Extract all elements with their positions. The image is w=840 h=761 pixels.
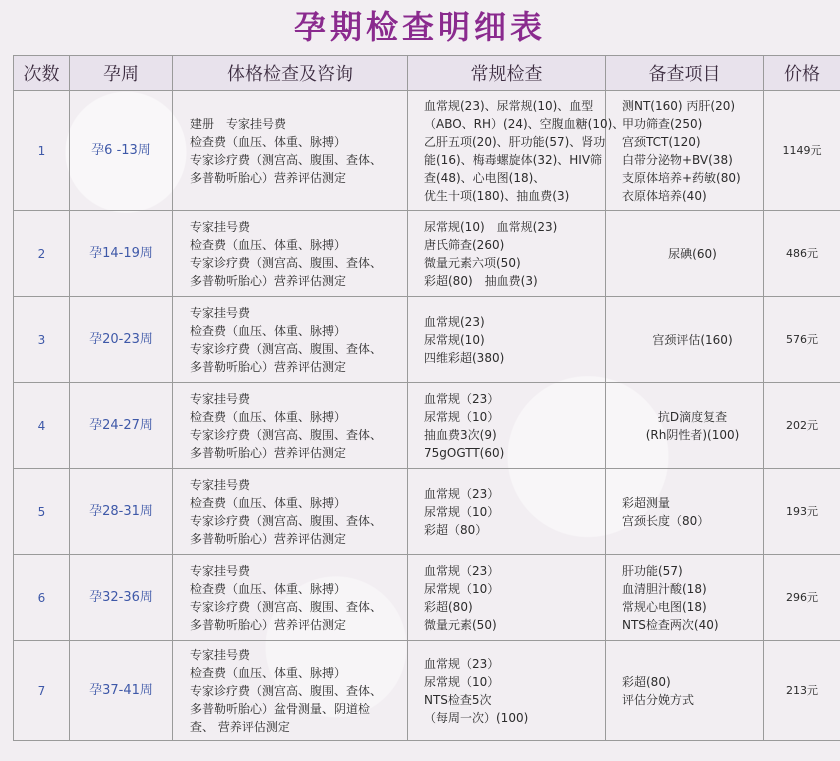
consult-items-line: 专家挂号费 <box>190 563 251 578</box>
routine-items-line: 尿常规（10） <box>424 409 500 424</box>
header-visit: 次数 <box>14 56 70 91</box>
consult-items-line: 检查费（血压、体重、脉搏） <box>190 581 347 596</box>
header-row <box>14 56 840 91</box>
consult-items-line: 多普勒听胎心）盆骨测量、阴道检 <box>190 701 371 716</box>
consult-items-line: 建册 专家挂号费 <box>190 116 287 131</box>
consult-items-line: 专家诊疗费（测宫高、腹围、查体、 <box>190 255 383 270</box>
consult-items-line: 专家挂号费 <box>190 391 251 406</box>
gestation-week: 孕24-27周 <box>70 383 173 469</box>
table-row <box>14 91 840 211</box>
consult-items-line: 专家挂号费 <box>190 647 251 662</box>
optional-items-line: 常规心电图(18) <box>622 599 707 614</box>
consult-items-line: 专家诊疗费（测宫高、腹围、查体、 <box>190 513 383 528</box>
table-row <box>14 297 840 383</box>
routine-items-line: 血常规（23） <box>424 656 500 671</box>
routine-items <box>408 555 606 641</box>
consult-items-line: 检查费（血压、体重、脉搏） <box>190 409 347 424</box>
table-row <box>14 469 840 555</box>
optional-items-line: NTS检查两次(40) <box>622 617 719 632</box>
consult-items-line: 检查费（血压、体重、脉搏） <box>190 495 347 510</box>
optional-items <box>606 383 764 469</box>
page-title: 孕期检查明细表 <box>293 8 546 46</box>
consult-items <box>173 641 408 741</box>
consult-items-line: 多普勒听胎心）营养评估测定 <box>190 273 347 288</box>
routine-items-line: 优生十项(180)、抽血费(3) <box>424 188 570 203</box>
optional-items-line: 肝功能(57) <box>622 563 683 578</box>
routine-items-line: 尿常规（10） <box>424 504 500 519</box>
consult-items-line: 多普勒听胎心）营养评估测定 <box>190 617 347 632</box>
routine-items-line: 抽血费3次(9) <box>424 427 497 442</box>
optional-items <box>606 297 764 383</box>
routine-items-line: 尿常规(10) <box>424 332 485 347</box>
optional-items-line: 血清胆汁酸(18) <box>622 581 707 596</box>
consult-items-line: 多普勒听胎心）营养评估测定 <box>190 445 347 460</box>
consult-items <box>173 211 408 297</box>
price: 486元 <box>764 211 840 297</box>
price: 202元 <box>764 383 840 469</box>
routine-items <box>408 297 606 383</box>
routine-items-line: 唐氏筛查(260) <box>424 237 505 252</box>
price: 296元 <box>764 555 840 641</box>
table-row <box>14 211 840 297</box>
routine-items <box>408 641 606 741</box>
consult-items-line: 专家挂号费 <box>190 477 251 492</box>
routine-items-line: 乙肝五项(20)、肝功能(57)、肾功 <box>424 134 606 149</box>
consult-items-line: 检查费（血压、体重、脉搏） <box>190 323 347 338</box>
consult-items-line: 多普勒听胎心）营养评估测定 <box>190 531 347 546</box>
visit-number: 6 <box>14 555 70 641</box>
optional-items-line: 彩超(80) <box>622 674 671 689</box>
routine-items-line: 微量元素(50) <box>424 617 497 632</box>
table-row <box>14 555 840 641</box>
visit-number: 5 <box>14 469 70 555</box>
consult-items-line: 专家挂号费 <box>190 219 251 234</box>
optional-items <box>606 469 764 555</box>
optional-items <box>606 555 764 641</box>
consult-items-line: 专家诊疗费（测宫高、腹围、查体、 <box>190 599 383 614</box>
optional-items-line: 抗D滴度复查 <box>657 409 728 424</box>
table-body <box>14 91 840 741</box>
consult-items <box>173 297 408 383</box>
consult-items <box>173 469 408 555</box>
optional-items <box>606 211 764 297</box>
optional-items-line: 评估分娩方式 <box>622 692 695 707</box>
routine-items-line: 血常规(23) <box>424 314 485 329</box>
header-consult: 体格检查及咨询 <box>173 56 408 91</box>
visit-number: 1 <box>14 91 70 211</box>
optional-items-line: 尿碘(60) <box>668 246 717 261</box>
header-price: 价格 <box>764 56 840 91</box>
optional-items-line: 白带分泌物+BV(38) <box>622 152 733 167</box>
routine-items <box>408 383 606 469</box>
table-row <box>14 383 840 469</box>
gestation-week: 孕32-36周 <box>70 555 173 641</box>
routine-items-line: 能(16)、梅毒螺旋体(32)、HIV筛 <box>424 152 603 167</box>
consult-items-line: 检查费（血压、体重、脉搏） <box>190 134 347 149</box>
consult-items-line: 专家诊疗费（测宫高、腹围、查体、 <box>190 341 383 356</box>
optional-items-line: 宫颈评估(160) <box>652 332 733 347</box>
routine-items-line: 血常规（23） <box>424 391 500 406</box>
price: 1149元 <box>764 91 840 211</box>
optional-items-line: 衣原体培养(40) <box>622 188 707 203</box>
consult-items-line: 检查费（血压、体重、脉搏） <box>190 665 347 680</box>
price: 213元 <box>764 641 840 741</box>
header-week: 孕周 <box>70 56 173 91</box>
optional-items-line: (Rh阴性者)(100) <box>645 427 740 442</box>
consult-items-line: 检查费（血压、体重、脉搏） <box>190 237 347 252</box>
prenatal-exam-table <box>13 55 840 741</box>
optional-items-line: 测NT(160) 丙肝(20) <box>622 98 736 113</box>
gestation-week: 孕37-41周 <box>70 641 173 741</box>
consult-items <box>173 383 408 469</box>
routine-items-line: 微量元素六项(50) <box>424 255 521 270</box>
routine-items-line: （ABO、RH）(24)、空腹血糖(10)、 <box>424 116 625 131</box>
routine-items-line: 血常规（23） <box>424 486 500 501</box>
routine-items-line: 彩超(80) 抽血费(3) <box>424 273 538 288</box>
routine-items-line: 75gOGTT(60) <box>424 445 505 460</box>
routine-items-line: 尿常规(10) 血常规(23) <box>424 219 558 234</box>
consult-items-line: 专家诊疗费（测宫高、腹围、查体、 <box>190 683 383 698</box>
consult-items-line: 多普勒听胎心）营养评估测定 <box>190 170 347 185</box>
price: 576元 <box>764 297 840 383</box>
visit-number: 3 <box>14 297 70 383</box>
routine-items-line: 尿常规（10） <box>424 581 500 596</box>
routine-items-line: 血常规(23)、尿常规(10)、血型 <box>424 98 594 113</box>
gestation-week: 孕28-31周 <box>70 469 173 555</box>
routine-items-line: （每周一次）(100) <box>424 710 529 725</box>
visit-number: 4 <box>14 383 70 469</box>
visit-number: 2 <box>14 211 70 297</box>
consult-items-line: 专家诊疗费（测宫高、腹围、查体、 <box>190 427 383 442</box>
price: 193元 <box>764 469 840 555</box>
consult-items <box>173 91 408 211</box>
table-row <box>14 641 840 741</box>
gestation-week: 孕20-23周 <box>70 297 173 383</box>
consult-items-line: 多普勒听胎心）营养评估测定 <box>190 359 347 374</box>
optional-items-line: 支原体培养+药敏(80) <box>622 170 741 185</box>
consult-items-line: 专家挂号费 <box>190 305 251 320</box>
optional-items-line: 彩超测量 <box>622 495 671 510</box>
consult-items-line: 专家诊疗费（测宫高、腹围、查体、 <box>190 152 383 167</box>
optional-items-line: 宫颈长度（80） <box>622 513 710 528</box>
optional-items <box>606 641 764 741</box>
routine-items <box>408 91 625 211</box>
routine-items-line: NTS检查5次 <box>424 692 492 707</box>
optional-items-line: 甲功筛查(250) <box>622 116 703 131</box>
gestation-week: 孕6 -13周 <box>70 91 173 211</box>
consult-items-line: 查、 营养评估测定 <box>190 719 290 734</box>
routine-items-line: 彩超(80) <box>424 599 473 614</box>
routine-items-line: 四维彩超(380) <box>424 350 505 365</box>
routine-items <box>408 469 606 555</box>
routine-items-line: 尿常规（10） <box>424 674 500 689</box>
visit-number: 7 <box>14 641 70 741</box>
header-optional: 备查项目 <box>606 56 764 91</box>
routine-items-line: 查(48)、心电图(18)、 <box>424 170 546 185</box>
consult-items <box>173 555 408 641</box>
optional-items-line: 宫颈TCT(120) <box>622 134 701 149</box>
optional-items <box>606 91 764 211</box>
routine-items-line: 彩超（80） <box>424 522 488 537</box>
routine-items <box>408 211 606 297</box>
routine-items-line: 血常规（23） <box>424 563 500 578</box>
header-routine: 常规检查 <box>408 56 606 91</box>
gestation-week: 孕14-19周 <box>70 211 173 297</box>
